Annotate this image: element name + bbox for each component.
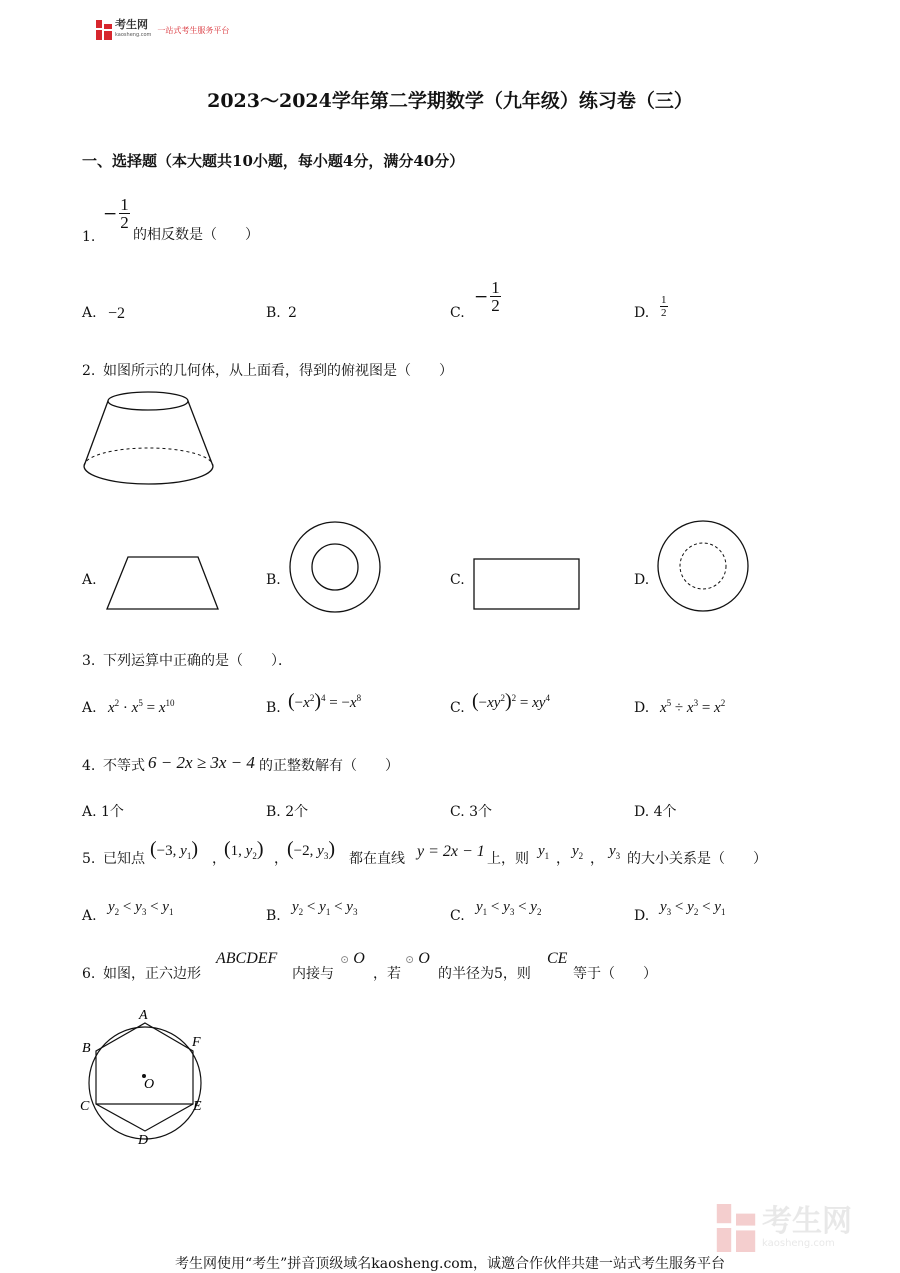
q6-stem-c: ，若 [373,966,401,982]
header-logo [96,20,229,40]
q4-stem-post: 的正整数解有（ ） [259,758,399,774]
q5-option-b-label: B. [266,908,281,924]
q1-c-den: 2 [491,296,500,315]
q6-circle-2-label: O [418,950,430,967]
q5-option-a-label: A. [82,908,97,924]
q5-option-a-expr: $y_2 < y_3 < y_1$ [108,899,174,917]
q3-number: 3. [82,653,96,669]
q2-option-c-label: C. [450,572,465,588]
q2-number: 2. [82,363,96,379]
q1-option-a-label: A. [82,305,97,321]
q5-point-3: (−2, $y_3$) [287,838,335,861]
q5-stem-c: 上，则 [487,851,529,867]
q6-hexagon-name: ABCDEF [216,950,278,967]
q2-option-a-trapezoid [104,554,222,612]
q5-option-d-expr: $y_3 < y_2 < y_1$ [660,899,726,917]
q5-stem-a: 已知点 [103,851,145,867]
q5-line-eq: y = 2x − 1 [417,843,485,860]
logo-text-cn: 考生网 [115,18,148,31]
q5-option-d-label: D. [634,908,650,924]
q3-stem: 下列运算中正确的是（ ）． [103,653,292,669]
q5-number: 5. [82,851,96,867]
q5-sep-3: ， [556,851,570,867]
q1-d-den: 2 [661,307,667,319]
vertex-a-label: A [139,1008,148,1023]
q5-var-y3: $y_3$ [609,843,621,861]
frustum-figure [80,388,220,488]
q3-option-d-label: D. [634,700,650,716]
q6-number: 6. [82,966,96,982]
q1-number: 1. [82,229,96,245]
q1-option-c-label: C. [450,305,465,321]
q6-segment-ce: CE [547,950,568,967]
q5-var-y2: $y_2$ [572,843,584,861]
vertex-f-label: F [192,1035,201,1050]
page-footer: 考生网使用“考生”拼音顶级域名kaosheng.com，诚邀合作伙伴共建一站式考生服务平台 [174,1256,726,1272]
q4-option-c: C. 3个 [450,804,493,820]
vertex-c-label: C [80,1099,90,1114]
q4-inequality: 6 − 2x ≥ 3x − 4 [148,753,255,772]
watermark-logo-icon [716,1204,756,1252]
watermark-cn: 考生网 [762,1204,852,1239]
q6-stem-d: 的半径为5，则 [438,966,531,982]
q1-c-num: 1 [491,278,500,297]
q5-option-b-expr: $y_2 < y_1 < y_3$ [292,899,358,917]
q3-option-a-label: A. [82,700,97,716]
q1-d-num: 1 [661,294,667,306]
q3-option-a-expr: $x^2 \cdot x^5 = x^{10}$ [108,698,175,716]
q2-option-b-rings [288,520,382,614]
q2-option-d-rings-dashed [656,519,750,613]
q5-option-c-expr: $y_1 < y_3 < y_2$ [476,899,542,917]
q1-stem: 的相反数是（ ） [133,227,259,243]
q2-option-a-label: A. [82,572,97,588]
q3-option-b-expr: $(-x^2)^4 = -x^8$ [288,690,362,712]
q5-option-c-label: C. [450,908,465,924]
q5-point-1: (−3, $y_1$) [150,838,198,861]
logo-text-en: kaosheng.com [115,32,152,38]
q6-circle-1: ⊙ O [340,950,365,967]
q1-frac-sign: − [103,203,118,224]
q6-stem-a: 如图，正六边形 [103,966,201,982]
vertex-e-label: E [193,1099,202,1114]
q1-option-b-value: 2 [288,305,297,321]
center-o-label: O [144,1077,155,1092]
q4-option-d: D. 4个 [634,804,677,820]
q3-option-c-label: C. [450,700,465,716]
q2-option-d-label: D. [634,572,650,588]
q1-frac-num: 1 [120,195,129,214]
q1-option-b-label: B. [266,305,281,321]
q2-option-c-rectangle [472,557,582,611]
q1-option-a-value: −2 [108,305,126,322]
q1-option-c-value [474,279,501,314]
q3-option-b-label: B. [266,700,281,716]
q2-stem: 如图所示的几何体，从上面看，得到的俯视图是（ ） [103,363,453,379]
q6-stem-e: 等于（ ） [573,966,657,982]
header-slogan: 一站式考生服务平台 [157,25,230,35]
q3-option-d-expr: $x^5 \div x^3 = x^2$ [660,698,726,716]
q1-option-d-label: D. [634,305,650,321]
logo-mark-icon [96,20,112,40]
q6-circle-2: ⊙ O [405,950,430,967]
watermark-en: kaosheng.com [762,1238,835,1249]
q3-option-c-expr: $(-xy^2)^2 = xy^4$ [472,690,550,712]
q4-number: 4. [82,758,96,774]
q5-stem-d: 的大小关系是（ ） [627,851,767,867]
q4-stem-pre: 不等式 [103,758,145,774]
vertex-b-label: B [82,1041,91,1056]
q5-point-2: (1, $y_2$) [224,838,264,861]
q1-option-d-value [660,294,668,319]
q5-var-y1: $y_1$ [538,843,550,861]
q5-sep-1: ， [212,851,226,867]
q6-stem-b: 内接与 [292,966,334,982]
q5-stem-b: 都在直线 [349,851,405,867]
hexagon-circle-figure [76,1002,216,1152]
section-heading: 一、选择题（本大题共10小题，每小题4分，满分40分） [82,152,465,170]
q1-c-sign: − [474,286,489,307]
watermark [716,1204,852,1252]
page-title: 2023～2024学年第二学期数学（九年级）练习卷（三） [207,90,693,112]
q5-sep-4: ， [590,851,604,867]
q4-option-b: B. 2个 [266,804,309,820]
vertex-d-label: D [138,1133,149,1148]
q6-circle-1-label: O [353,950,365,967]
q5-sep-2: ， [274,851,288,867]
q2-option-b-label: B. [266,572,281,588]
q1-frac-den: 2 [120,213,129,232]
q1-fraction [103,196,130,231]
q4-option-a: A. 1个 [82,804,124,820]
